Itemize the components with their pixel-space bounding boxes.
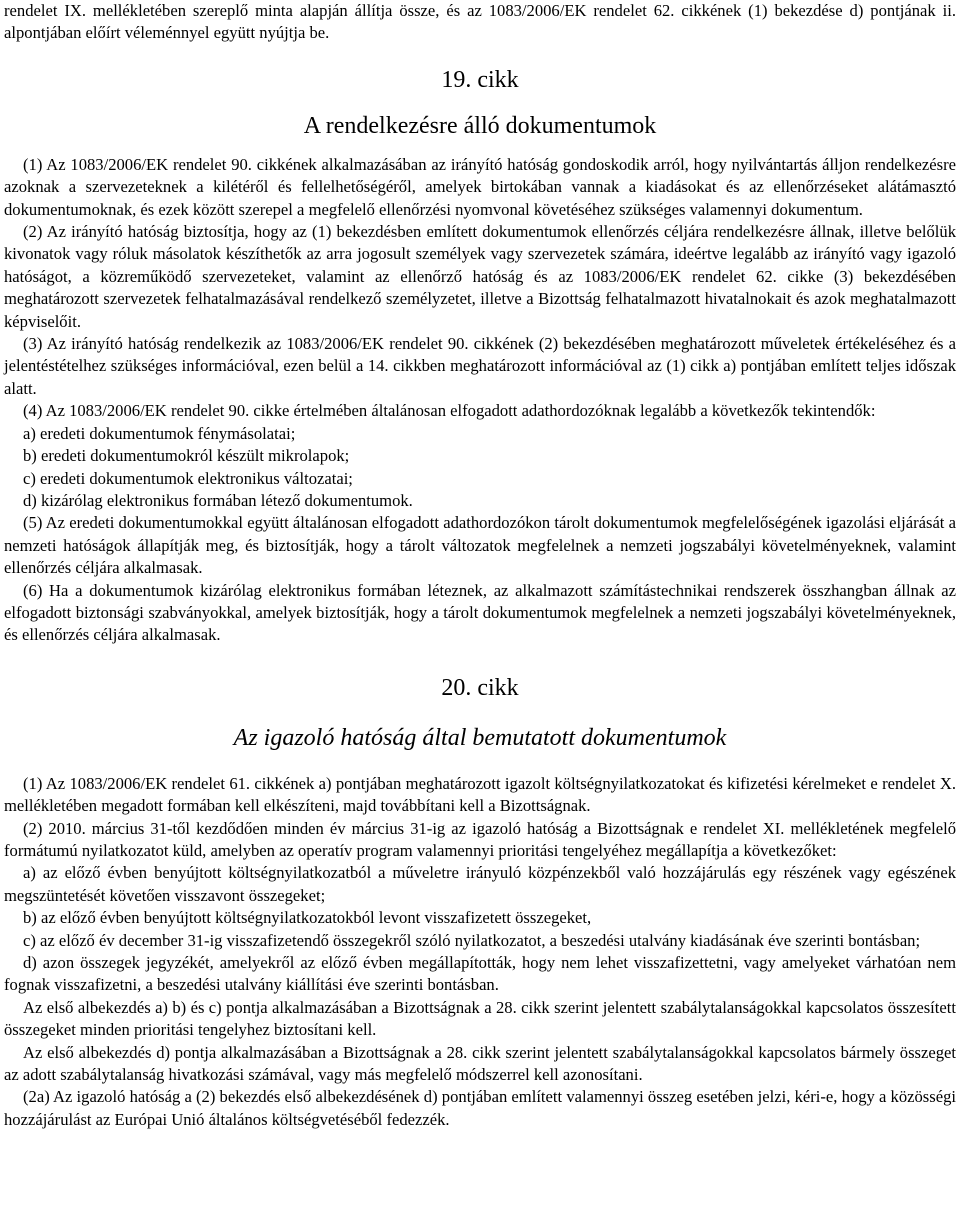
article-19-list-item-c: c) eredeti dokumentumok elektronikus változatai; (23, 468, 353, 488)
article-20-list-item-c: c) az előző év december 31-ig visszafizetendő összegekről szóló nyilatkozatot, a beszedési utalvány kiadásának éve szerinti bontásban; (23, 930, 921, 950)
article-20-title: Az igazoló hatóság által bemutatott dokumentumok (233, 724, 727, 751)
article-20-paragraph-1: (1) Az 1083/2006/EK rendelet 61. cikkének a) pontjában meghatározott igazolt költségnyilatkozatokat és kifizetési kérelmeket e rendelet X. mellékletében megadott formában kell elkészíteni, majd továbbítani kell a Bizottságnak. (4, 773, 956, 816)
article-19-number: 19. cikk (441, 66, 519, 93)
article-19-paragraph-2: (2) Az irányító hatóság biztosítja, hogy az (1) bekezdésben említett dokumentumok ellenőrzés céljára rendelkezésre állnak, illetve belőlük kivonatok vagy róluk másolatok készíthetők az arra jogosult személyek vagy szervezetek számára, ideértve legalább az irányító vagy igazoló hatóságot, a közreműködő szervezeteket, valamint az ellenőrző hatóság és az 1083/2006/EK rendelet 62. cikke (3) bekezdésében meghatározott szervezetek felhatalmazásával rendelkező személyzetet, illetve a Bizottság felhatalmazott hivatalnokait és azok meghatalmazott képviselőit. (4, 222, 956, 331)
article-19-paragraph-5: (5) Az eredeti dokumentumokkal együtt általánosan elfogadott adathordozókon tárolt dokumentumok megfelelőségének igazolási eljárását a nemzeti hatóságok állapítják meg, és biztosítják, hogy a tárolt változatok megfelelnek a nemzeti jogszabályi követelményeknek, valamint ellenőrzés céljára alkalmasak. (4, 513, 956, 578)
article-20-paragraph-2a: (2a) Az igazoló hatóság a (2) bekezdés első albekezdésének d) pontjában említett valamennyi összeg esetében jelzi, kéri-e, hogy a közösségi hozzájárulást az Európai Unió általános költségvetéséből fedezzék. (4, 1087, 956, 1129)
article-20-subparagraph-2: Az első albekezdés d) pontja alkalmazásában a Bizottságnak a 28. cikk szerint jelentett szabálytalanságokkal kapcsolatos bármely összeget az adott szabálytalanság hivatkozási számával, vagy más megfelelő módszerrel kell azonosítani. (4, 1042, 956, 1085)
article-19-title: A rendelkezésre álló dokumentumok (303, 112, 657, 139)
article-19-list-item-b: b) eredeti dokumentumokról készült mikrolapok; (23, 446, 350, 466)
article-20-list-item-b: b) az előző évben benyújtott költségnyilatkozatokból levont visszafizetett összegeket, (23, 908, 592, 928)
document-page (4, 0, 956, 1131)
article-20-subparagraph-1: Az első albekezdés a) b) és c) pontja alkalmazásában a Bizottságnak a 28. cikk szerint jelentett szabálytalanságokkal kapcsolatos összesített összegeket minden prioritási tengelyhez biztosítani kell. (4, 997, 956, 1040)
article-19-list-item-a: a) eredeti dokumentumok fénymásolatai; (23, 423, 296, 443)
intro-paragraph: rendelet IX. mellékletében szereplő minta alapján állítja össze, és az 1083/2006/EK rendelet 62. cikkének (1) bekezdése d) pontjának ii. alpontjában előírt véleménnyel együtt nyújtja be. (4, 1, 956, 43)
article-19-paragraph-4: (4) Az 1083/2006/EK rendelet 90. cikke értelmében általánosan elfogadott adathordozóknak legalább a következők tekintendők: (23, 401, 876, 421)
article-20-list-item-d: d) azon összegek jegyzékét, amelyekről az előző évben megállapították, hogy nem lehet visszafizettetni, vagy amelyeket várhatóan nem fognak visszafizetni, a beszedési utalvány kiállítási éve szerinti bontásban. (4, 953, 956, 995)
article-19-paragraph-6: (6) Ha a dokumentumok kizárólag elektronikus formában léteznek, az alkalmazott számítástechnikai rendszerek összhangban állnak az elfogadott biztonsági szabványokkal, amelyek biztosítják, hogy a tárolt dokumentumok megfelelnek a nemzeti jogszabályi követelményeknek, és ellenőrzés céljára alkalmasak. (4, 580, 956, 645)
article-19-paragraph-3: (3) Az irányító hatóság rendelkezik az 1083/2006/EK rendelet 90. cikkének (2) bekezdésében meghatározott műveletek értékeléséhez és a jelentéstételhez szükséges információval, ezen belül a 14. cikkben meghatározott információval az (1) cikk a) pontjában említett teljes időszak alatt. (4, 334, 956, 398)
article-19-paragraph-1: (1) Az 1083/2006/EK rendelet 90. cikkének alkalmazásában az irányító hatóság gondoskodik arról, hogy nyilvántartás álljon rendelkezésre azoknak a szervezeteknek a kilétéről és fellelhetőségéről, amelyek birtokában vannak a kiadásokat és az ellenőrzéseket alátámasztó dokumentumoknak, és ezek között szerepel a megfelelő ellenőrzési nyomvonal követéséhez szükséges valamennyi dokumentum. (4, 154, 956, 219)
article-20-paragraph-2: (2) 2010. március 31-től kezdődően minden év március 31-ig az igazoló hatóság a Bizottságnak e rendelet XI. mellékletének megfelelő formátumú nyilatkozatot küld, amelyben az operatív program valamennyi prioritási tengelyéhez megállapítja a következőket: (4, 818, 956, 860)
article-20-number: 20. cikk (441, 674, 519, 701)
article-20-list-item-a: a) az előző évben benyújtott költségnyilatkozatból a műveletre irányuló közpénzekből való hozzájárulás egy részének vagy egészének megszüntetését követően visszavont összegeket; (4, 863, 956, 905)
article-19-list-item-d: d) kizárólag elektronikus formában létező dokumentumok. (23, 490, 413, 510)
